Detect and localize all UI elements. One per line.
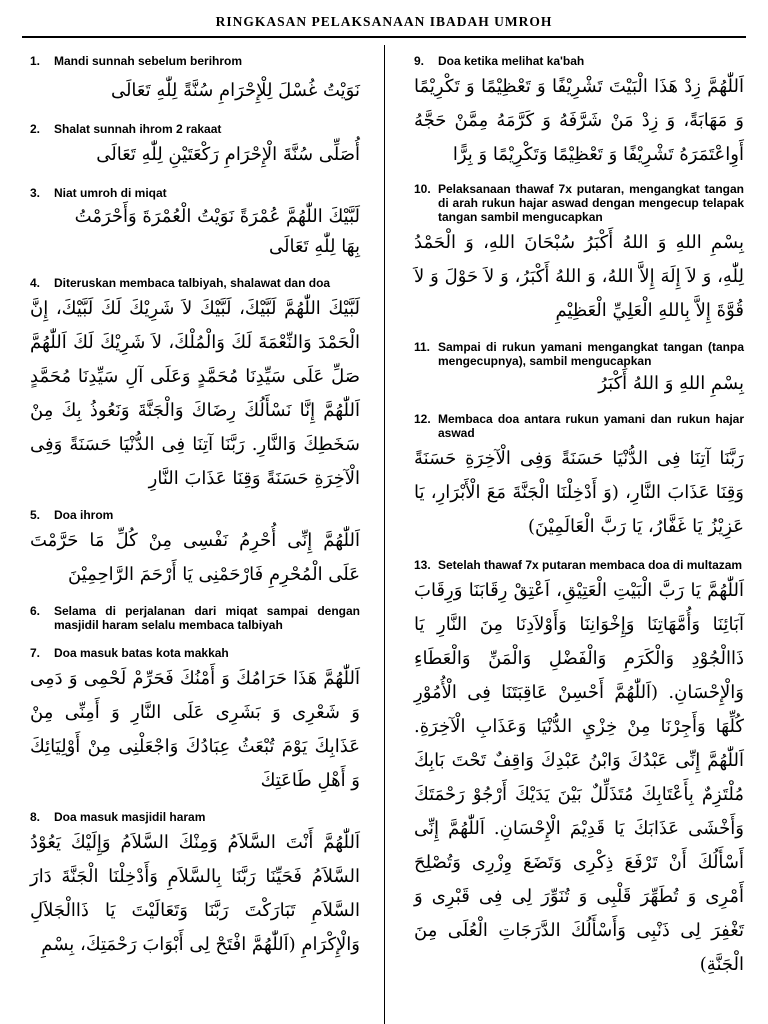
step-11	[414, 340, 744, 398]
step-number: 11.	[414, 340, 431, 354]
column-divider	[384, 45, 385, 1024]
right-column	[414, 54, 744, 992]
arabic-text: رَبَّنَا آتِنَا فِى الدُّنْيَا حَسَنَةً وَفِى الْآخِرَةِ حَسَنَةً وَقِنَا عَذَابَ النَّارِ، (وَ أَدْخِلْنَا الْجَنَّةَ مَعَ الْأَبْرَارِ، يَا عَزِيْزُ يَا غَفَّارُ، يَا رَبَّ الْعَالَمِيْنَ)	[414, 448, 744, 537]
page-title: RINGKASAN PELAKSANAAN IBADAH UMROH	[215, 14, 553, 29]
step-number: 7.	[30, 646, 41, 660]
step-label: Setelah thawaf 7x putaran membaca doa di multazam	[438, 558, 743, 572]
step-number: 12.	[414, 412, 431, 426]
step-1	[30, 54, 360, 108]
step-label: Doa ihrom	[54, 508, 114, 522]
step-label: Mandi sunnah sebelum berihrom	[54, 54, 243, 68]
arabic-text: نَوَيْتُ غُسْلَ لِلْإِحْرَامِ سُنَّةً لِلّٰهِ تَعَالَى	[110, 80, 360, 101]
step-label: Membaca doa antara rukun yamani dan rukun hajar aswad	[438, 412, 744, 440]
step-5	[30, 508, 360, 592]
arabic-text: بِسْمِ اللهِ وَ اللهُ أَكْبَرُ سُبْحَانَ اللهِ، وَ الْحَمْدُ لِلّٰهِ، وَ لاَ إِلَهَ إِلاَّ اللهُ، وَ اللهُ أَكْبَرُ، وَ لاَ حَوْلَ وَ لاَ قُوَّةَ إِلاَّ بِاللهِ الْعَلِيِّ الْعَظِيْمِ	[414, 232, 744, 321]
step-label: Niat umroh di miqat	[54, 186, 167, 200]
arabic-text: لَبَّيْكَ اللّٰهُمَّ عُمْرَةً نَوَيْتُ الْعُمْرَةَ وَأَحْرَمْتُ بِهَا لِلّٰهِ تَعَالَى	[74, 206, 360, 257]
arabic-text: بِسْمِ اللهِ وَ اللهُ أَكْبَرُ	[598, 373, 744, 394]
step-number: 6.	[30, 604, 41, 618]
step-label: Pelaksanaan thawaf 7x putaran, mengangkat tangan di arah rukun hajar aswad dengan mengecup telapak tangan sambil mengucapkan	[438, 182, 744, 224]
step-13	[414, 558, 744, 982]
step-label: Doa ketika melihat ka'bah	[438, 54, 585, 68]
step-7	[30, 646, 360, 798]
arabic-text: اَللّٰهُمَّ إِنِّى أُحْرِمُ نَفْسِى مِنْ كُلِّ مَا حَرَّمْتَ عَلَى الْمُحْرِمِ فَارْحَمْنِى يَا أَرْحَمَ الرَّاحِمِيْنَ	[30, 530, 360, 585]
step-number: 3.	[30, 186, 41, 200]
title-rule	[22, 36, 746, 38]
step-label: Diteruskan membaca talbiyah, shalawat dan doa	[54, 276, 331, 290]
step-number: 4.	[30, 276, 41, 290]
left-column	[30, 54, 360, 972]
arabic-text: اَللّٰهُمَّ هَذَا حَرَامُكَ وَ أَمْنُكَ فَحَرِّمْ لَحْمِى وَ دَمِى وَ شَعْرِى وَ بَشَرِى عَلَى النَّارِ وَ أَمِنِّى مِنْ عَذَابِكَ يَوْمَ تُبْعَثُ عِبَادُكَ وَاجْعَلْنِى مِنْ أَوْلِيَائِكَ وَ أَهْلِ طَاعَتِكَ	[30, 668, 360, 791]
step-6	[30, 604, 360, 632]
step-8	[30, 810, 360, 962]
step-number: 13.	[414, 558, 431, 572]
arabic-text: اَللّٰهُمَّ يَا رَبَّ الْبَيْتِ الْعَتِيْقِ، اَعْتِقْ رِقَابَنَا وَرِقَابَ آبَائِنَا وَأُمَّهَاتِنَا وَإِخْوَانِنَا وَأَوْلاَدِنَا مِنَ النَّارِ يَا ذَاالْجُوْدِ وَالْكَرَمِ وَالْفَضْلِ وَالْمَنِّ وَالْعَطَاءِ وَالْإِحْسَانِ. (اَللّٰهُمَّ أَحْسِنْ عَاقِبَتَنَا فِى الْأُمُوْرِ كُلِّهَا وَأَجِرْنَا مِنْ خِزْيِ الدُّنْيَا وَعَذَابِ الْآخِرَةِ. اَللّٰهُمَّ إِنِّى عَبْدُكَ وَابْنُ عَبْدِكَ وَاقِفٌ تَحْتَ بَابِكَ مُلْتَزِمٌ بِأَعْتَابِكَ مُتَذَلِّلٌ بَيْنَ يَدَيْكَ أَرْجُوْ رَحْمَتَكَ وَأَخْشَى عَذَابَكَ يَا قَدِيْمَ الْإِحْسَانِ. اَللّٰهُمَّ إِنِّى أَسْأَلُكَ أَنْ تَرْفَعَ ذِكْرِى وَتَضَعَ وِزْرِى وَتُصْلِحَ أَمْرِى وَ تُطَهِّرَ قَلْبِى وَ تُنَوِّرَ لِى فِى قَبْرِى وَ تَغْفِرَ لِى ذَنْبِى وَأَسْأَلُكَ الدَّرَجَاتِ الْعُلَى مِنَ الْجَنَّةِ)	[414, 580, 744, 975]
step-10	[414, 182, 744, 328]
step-number: 10.	[414, 182, 431, 196]
step-3	[30, 186, 360, 262]
step-label: Doa masuk masjidil haram	[54, 810, 206, 824]
step-number: 2.	[30, 122, 41, 136]
step-label: Sampai di rukun yamani mengangkat tangan (tanpa mengecupnya), sambil mengucapkan	[438, 340, 744, 368]
step-number: 1.	[30, 54, 41, 68]
step-number: 8.	[30, 810, 41, 824]
step-9	[414, 54, 744, 172]
step-12	[414, 412, 744, 544]
step-2	[30, 122, 360, 172]
arabic-text: أُصَلِّى سُنَّةَ الْإِحْرَامِ رَكْعَتَيْنِ لِلّٰهِ تَعَالَى	[96, 144, 360, 165]
step-4	[30, 276, 360, 496]
step-number: 9.	[414, 54, 425, 68]
step-number: 5.	[30, 508, 41, 522]
step-label: Doa masuk batas kota makkah	[54, 646, 229, 660]
arabic-text: اَللّٰهُمَّ زِدْ هَذَا الْبَيْتَ تَشْرِيْفًا وَ تَعْظِيْمًا وَ تَكْرِيْمًا وَ مَهَابَةً، وَ زِدْ مَنْ شَرَّفَهُ وَ كَرَّمَهُ مِمَّنْ حَجَّهُ أَوِاعْتَمَرَهُ تَشْرِيْفًا وَ تَعْظِيْمًا وَتَكْرِيْمًا وَ بِرًّا	[414, 76, 744, 165]
step-label: Shalat sunnah ihrom 2 rakaat	[54, 122, 222, 136]
arabic-text: اَللّٰهُمَّ أَنْتَ السَّلاَمُ وَمِنْكَ السَّلاَمُ وَإِلَيْكَ يَعُوْدُ السَّلاَمُ فَحَيِّنَا رَبَّنَا بِالسَّلاَمِ وَأَدْخِلْنَا الْجَنَّةَ دَارَ السَّلاَمِ تَبَارَكْتَ رَبَّنَا وَتَعَالَيْتَ يَا ذَاالْجَلاَلِ وَالْإِكْرَامِ (اَللّٰهُمَّ افْتَحْ لِى أَبْوَابَ رَحْمَتِكَ، بِسْمِ	[30, 832, 360, 955]
arabic-text: لَبَّيْكَ اللّٰهُمَّ لَبَّيْكَ، لَبَّيْكَ لاَ شَرِيْكَ لَكَ لَبَّيْكَ، إِنَّ الْحَمْدَ وَالنِّعْمَةَ لَكَ وَالْمُلْكَ، لاَ شَرِيْكَ لَكَ اَللّٰهُمَّ صَلِّ عَلَى سَيِّدِنَا مُحَمَّدٍ وَعَلَى آلِ سَيِّدِنَا مُحَمَّدٍ اَللّٰهُمَّ إِنَّا نَسْأَلُكَ رِضَاكَ وَالْجَنَّةَ وَنَعُوذُ بِكَ مِنْ سَخَطِكَ وَالنَّارِ. رَبَّنَا آتِنَا فِى الدُّنْيَا حَسَنَةً وَفِى الْآخِرَةِ حَسَنَةً وَقِنَا عَذَابَ النَّارِ	[30, 298, 360, 489]
step-label: Selama di perjalanan dari miqat sampai dengan masjidil haram selalu membaca talbiyah	[54, 604, 360, 632]
